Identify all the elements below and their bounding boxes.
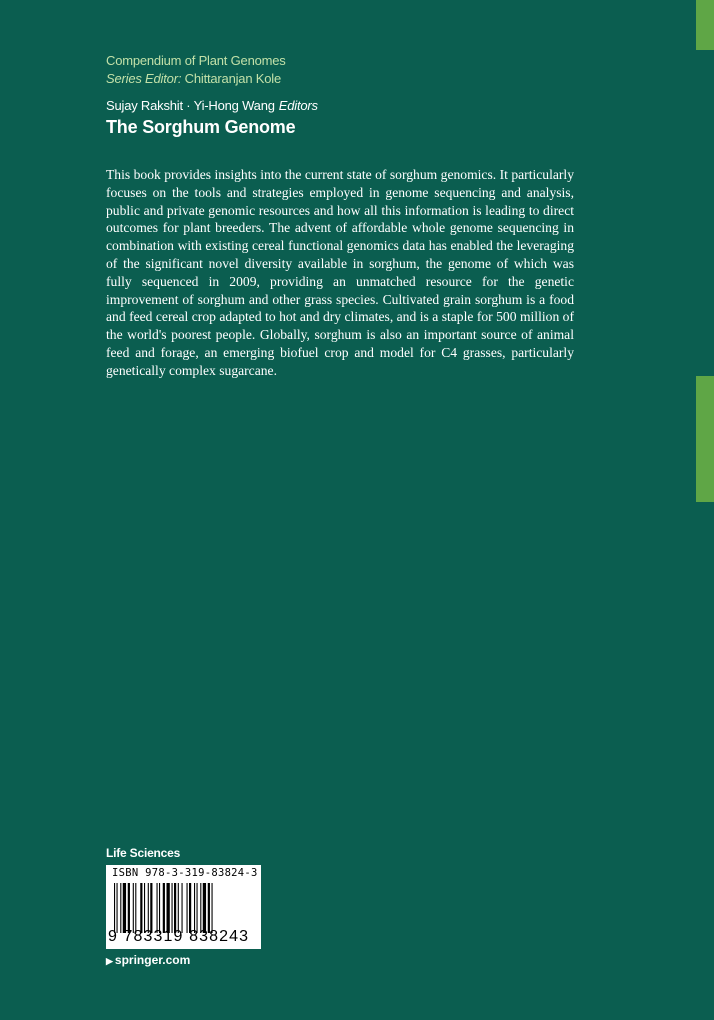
series-editor-role: Series Editor: xyxy=(106,71,182,86)
barcode-bar xyxy=(189,883,191,933)
barcode-bar xyxy=(144,883,145,933)
barcode-bar xyxy=(187,883,188,933)
subject-category: Life Sciences xyxy=(106,846,181,860)
series-editor xyxy=(106,70,286,88)
isbn-barcode xyxy=(106,865,261,949)
barcode-bar xyxy=(117,883,118,933)
barcode-bar xyxy=(135,883,136,933)
barcode-bar xyxy=(123,883,126,933)
publisher-url: springer.com xyxy=(114,953,191,967)
arrow-right-icon: ▶ xyxy=(106,956,113,966)
accent-strip-middle xyxy=(696,376,714,502)
barcode-bar xyxy=(178,883,179,933)
barcode-bar xyxy=(197,883,198,933)
barcode-bar xyxy=(140,883,142,933)
book-description: This book provides insights into the current state of sorghum genomics. It particularly focuses on the tools and strategies employed in genome sequencing and analysis, public and private genomic resources and how all this information is leading to direct outcomes for plant breeders. The advent of affordable whole genome sequencing in combination with existing cereal functional genomics data has enabled the leveraging of the significant novel diversity available in sorghum, the genome of which was fully sequenced in 2009, providing an unmatched resource for the genetic improvement of sorghum and other grass species. Cultivated grain sorghum is a food and feed cereal crop adapted to hot and dry climates, and is a staple for 500 million of the world's poorest people. Globally, sorghum is also an important source of animal feed and forage, an emerging biofuel crop and model for C4 grasses, particularly genetically complex sugarcane. xyxy=(106,167,574,378)
barcode-bar xyxy=(157,883,158,933)
barcode-bar xyxy=(194,883,195,933)
barcode-bar xyxy=(128,883,130,933)
barcode-bar xyxy=(200,883,201,933)
barcode-bar xyxy=(208,883,210,933)
barcode-bars xyxy=(114,883,254,933)
series-info xyxy=(106,52,286,88)
barcode-digits: 9 783319 838243 xyxy=(108,928,250,945)
barcode-bar xyxy=(120,883,121,933)
book-title: The Sorghum Genome xyxy=(106,117,296,137)
barcode-bar xyxy=(167,883,170,933)
publisher-link[interactable] xyxy=(106,952,190,969)
isbn-label: ISBN 978-3-319-83824-3 xyxy=(112,867,258,879)
barcode-bar xyxy=(174,883,176,933)
book-editors xyxy=(106,97,318,115)
barcode-bar xyxy=(148,883,149,933)
editors-role: Editors xyxy=(278,98,318,113)
editor-names: Sujay Rakshit · Yi-Hong Wang xyxy=(106,98,275,113)
series-editor-name: Chittaranjan Kole xyxy=(184,71,281,86)
barcode-bar xyxy=(203,883,206,933)
barcode-bar xyxy=(133,883,134,933)
barcode-bar xyxy=(150,883,152,933)
barcode-bar xyxy=(163,883,165,933)
barcode-bar xyxy=(182,883,183,933)
barcode-bar xyxy=(159,883,160,933)
barcode-bar xyxy=(114,883,115,933)
barcode-bar xyxy=(172,883,173,933)
barcode-bar xyxy=(212,883,213,933)
series-title: Compendium of Plant Genomes xyxy=(106,53,286,68)
accent-strip-top xyxy=(696,0,714,50)
